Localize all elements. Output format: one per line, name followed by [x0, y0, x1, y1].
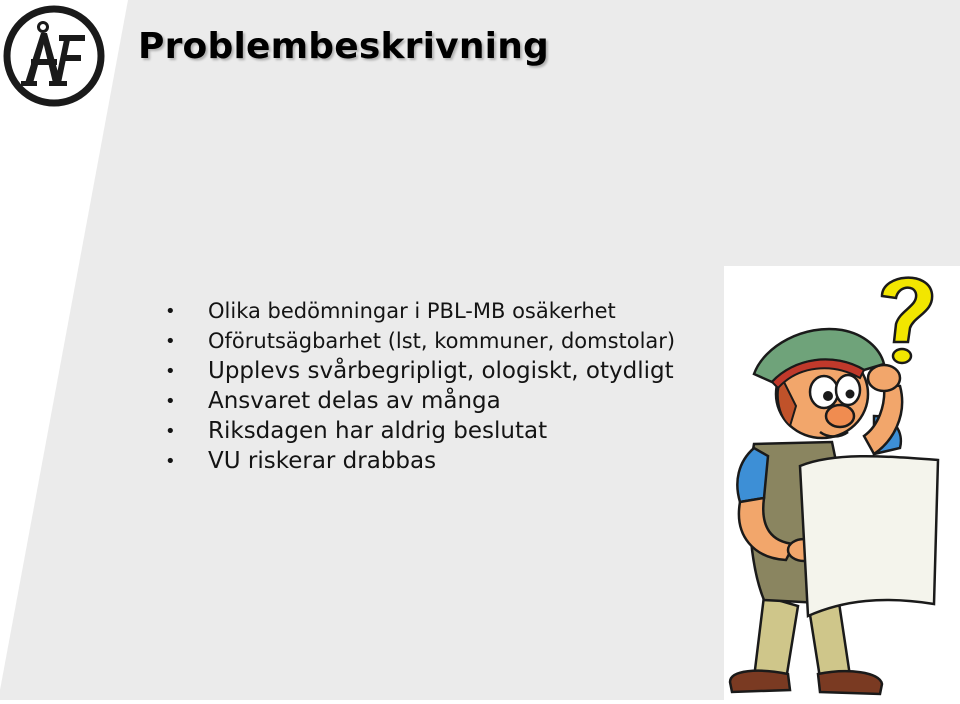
bullet-icon: •	[165, 391, 176, 412]
list-item	[160, 416, 720, 446]
list-item	[160, 296, 720, 326]
bullet-icon: •	[165, 421, 176, 442]
list-item-text: VU riskerar drabbas	[208, 448, 437, 474]
list-item-text: Ansvaret delas av många	[208, 388, 501, 414]
illustration-frame	[724, 266, 960, 700]
af-logo-icon	[3, 5, 105, 107]
list-item	[160, 446, 720, 476]
list-item-text: Oförutsägbarhet (lst, kommuner, domstolar)	[208, 329, 676, 353]
list-item-text: Riksdagen har aldrig beslutat	[208, 418, 548, 444]
bullet-icon: •	[165, 451, 176, 472]
bullet-list	[160, 296, 720, 476]
bullet-icon: •	[165, 301, 176, 322]
list-item	[160, 356, 720, 386]
list-item	[160, 326, 720, 356]
page-title: Problembeskrivning	[138, 26, 549, 67]
confused-man-with-map-illustration	[724, 266, 960, 700]
bullet-icon: •	[165, 361, 176, 382]
bullet-icon: •	[165, 331, 176, 352]
list-item-text: Upplevs svårbegripligt, ologiskt, otydligt	[208, 358, 674, 384]
list-item-text: Olika bedömningar i PBL-MB osäkerhet	[208, 299, 616, 323]
list-item	[160, 386, 720, 416]
